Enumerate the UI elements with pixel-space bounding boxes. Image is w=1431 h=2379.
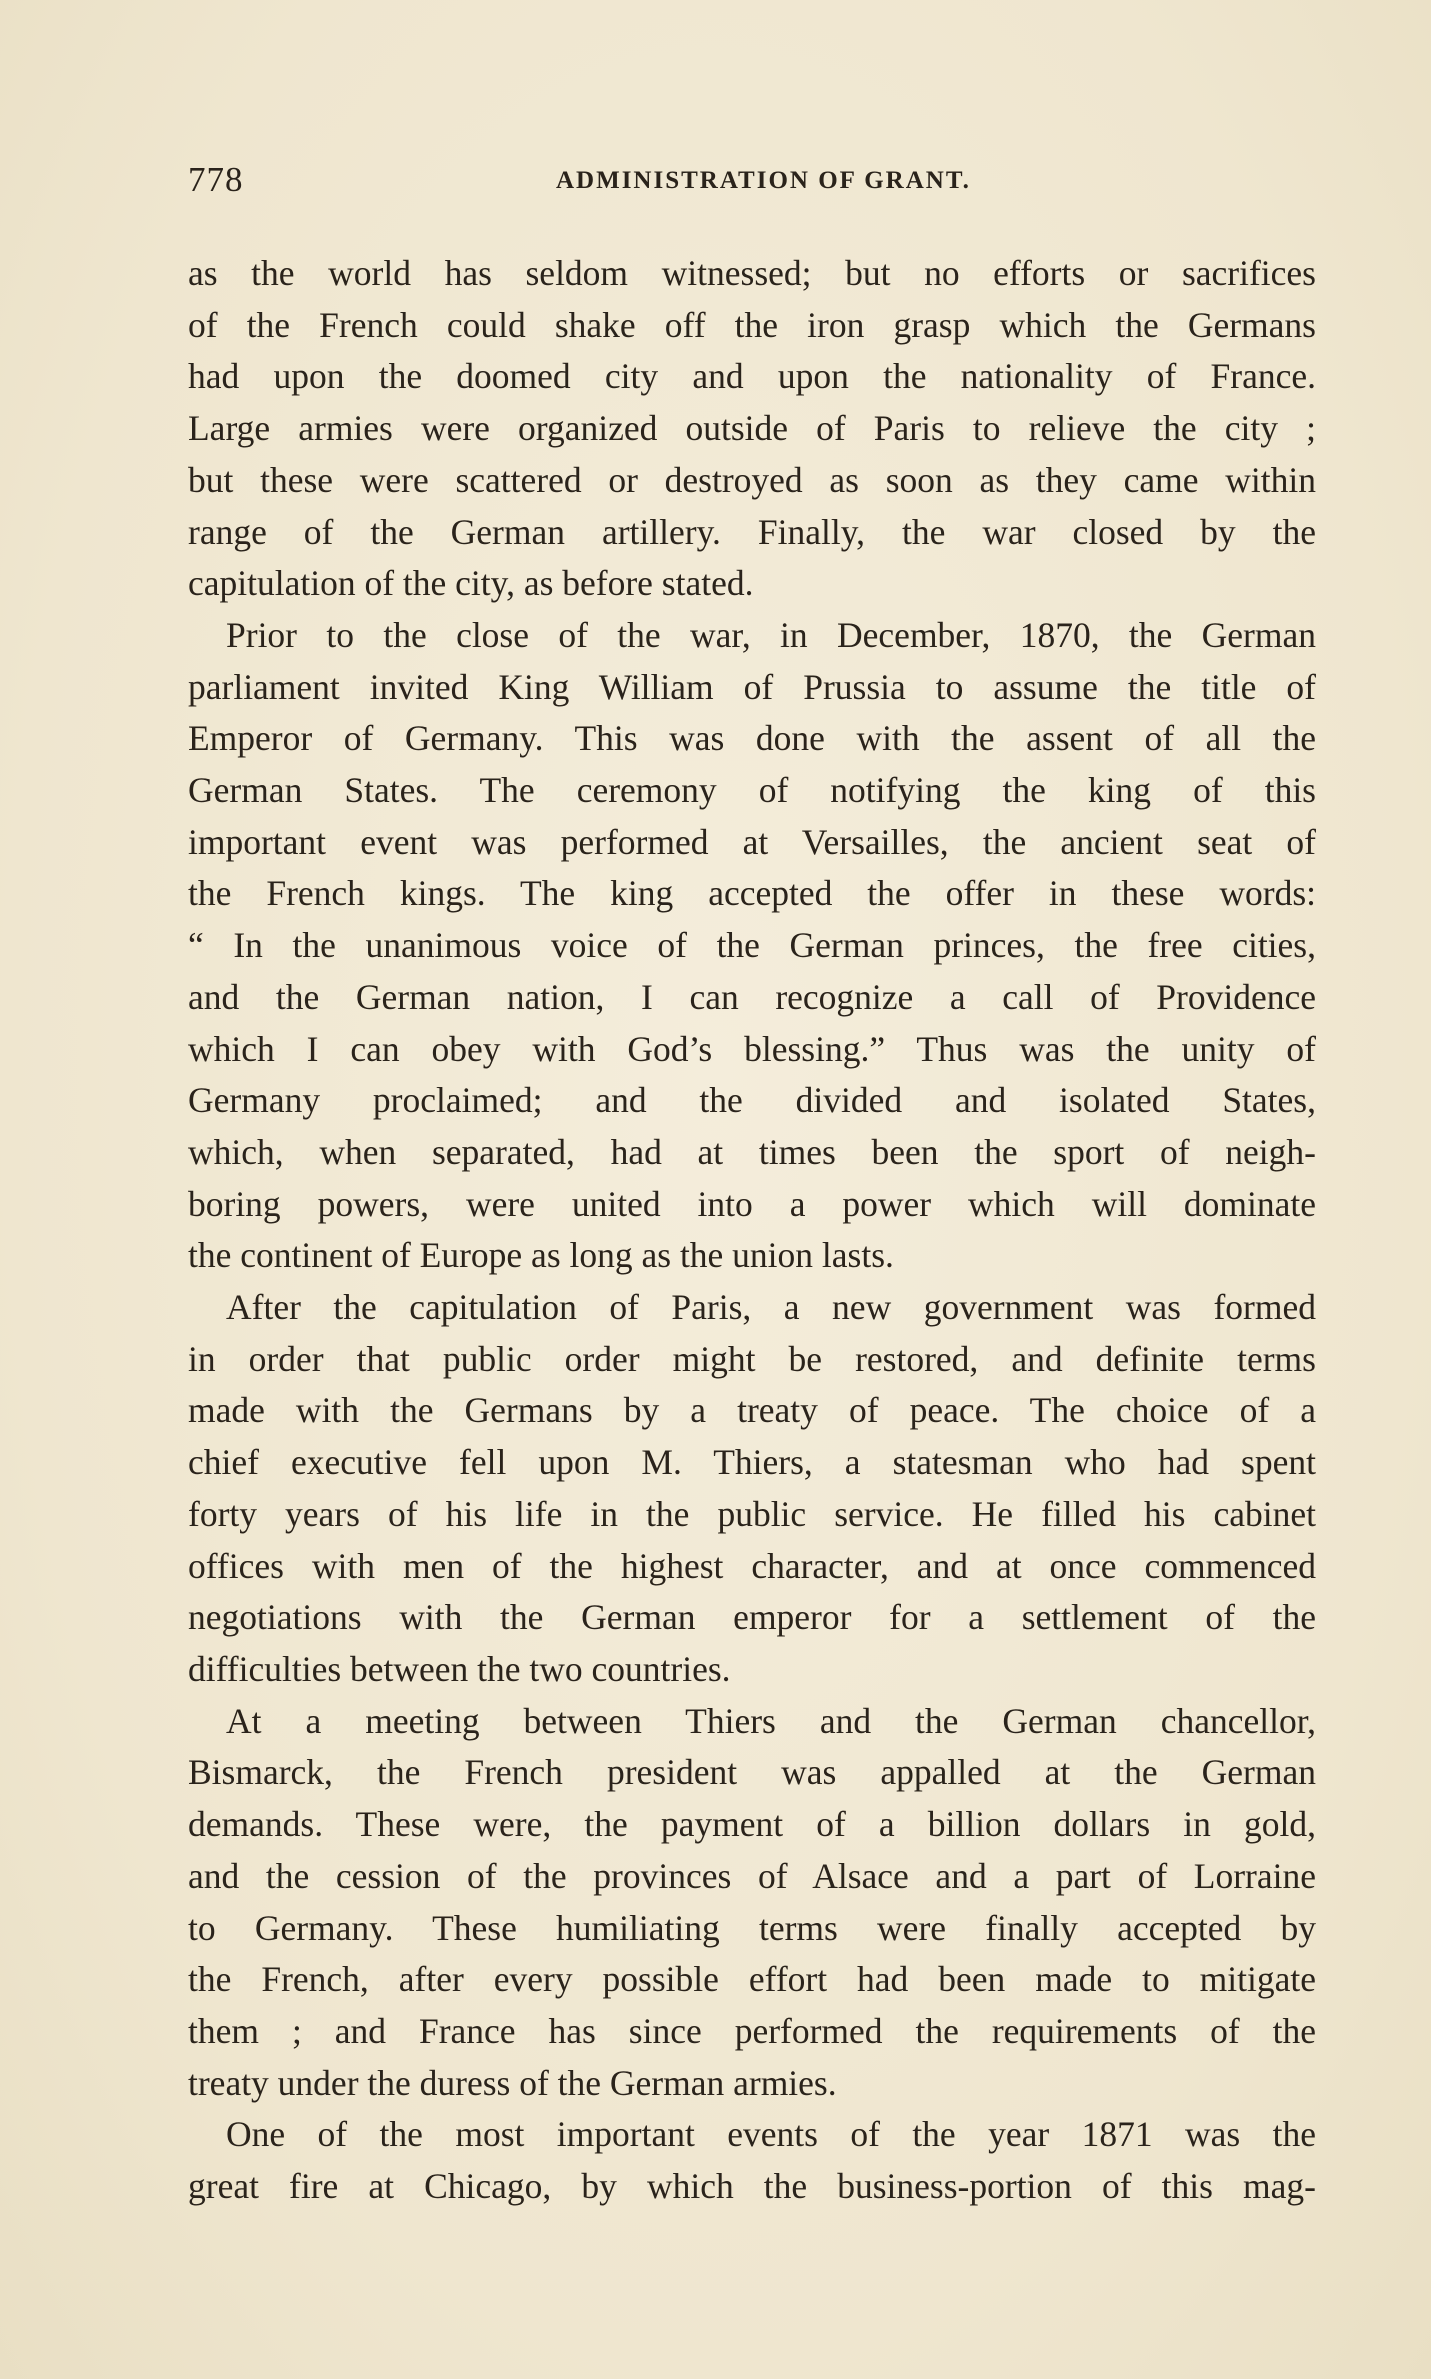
text-line: parliament invited King William of Prussia to assume the title of bbox=[188, 666, 1316, 707]
text-line: but these were scattered or destroyed as soon as they came within bbox=[188, 459, 1316, 500]
text-line: capitulation of the city, as before stated. bbox=[188, 563, 754, 604]
page-header bbox=[188, 160, 1316, 204]
text-line: treaty under the duress of the German armies. bbox=[188, 2062, 837, 2103]
text-line: “ In the unanimous voice of the German princes, the free cities, bbox=[188, 925, 1316, 966]
text-line: offices with men of the highest character, and at once commenced bbox=[188, 1545, 1316, 1586]
paragraph-start-line: Prior to the close of the war, in December, 1870, the German bbox=[226, 614, 1316, 655]
text-line: chief executive fell upon M. Thiers, a statesman who had spent bbox=[188, 1442, 1316, 1483]
text-line: which, when separated, had at times been the sport of neigh- bbox=[188, 1131, 1316, 1172]
text-line: which I can obey with God’s blessing.” Thus was the unity of bbox=[188, 1028, 1316, 1069]
text-line: the French kings. The king accepted the offer in these words: bbox=[188, 873, 1316, 914]
text-line: and the German nation, I can recognize a call of Providence bbox=[188, 976, 1316, 1017]
text-line: them ; and France has since performed the requirements of the bbox=[188, 2010, 1316, 2051]
text-line: Emperor of Germany. This was done with the assent of all the bbox=[188, 718, 1316, 759]
text-line: boring powers, were united into a power which will dominate bbox=[188, 1183, 1316, 1224]
paragraph-start-line: After the capitulation of Paris, a new government was formed bbox=[226, 1287, 1316, 1328]
text-line: negotiations with the German emperor for a settlement of the bbox=[188, 1597, 1316, 1638]
text-line: made with the Germans by a treaty of peace. The choice of a bbox=[188, 1390, 1316, 1431]
paragraph-start-line: At a meeting between Thiers and the German chancellor, bbox=[226, 1700, 1316, 1741]
text-line: German States. The ceremony of notifying the king of this bbox=[188, 770, 1316, 811]
text-line: great fire at Chicago, by which the business-portion of this mag- bbox=[188, 2166, 1316, 2207]
text-line: the French, after every possible effort had been made to mitigate bbox=[188, 1959, 1316, 2000]
body-text bbox=[188, 248, 1316, 2213]
text-line: to Germany. These humiliating terms were finally accepted by bbox=[188, 1907, 1316, 1948]
text-line: important event was performed at Versailles, the ancient seat of bbox=[188, 821, 1316, 862]
running-head: ADMINISTRATION OF GRANT. bbox=[556, 167, 971, 194]
paragraph-start-line: One of the most important events of the year 1871 was the bbox=[226, 2114, 1316, 2155]
text-line: and the cession of the provinces of Alsace and a part of Lorraine bbox=[188, 1855, 1316, 1896]
text-line: demands. These were, the payment of a billion dollars in gold, bbox=[188, 1804, 1316, 1845]
text-line: range of the German artillery. Finally, the war closed by the bbox=[188, 511, 1316, 552]
text-line: forty years of his life in the public service. He filled his cabinet bbox=[188, 1493, 1316, 1534]
text-line: had upon the doomed city and upon the nationality of France. bbox=[188, 356, 1316, 397]
text-line: Bismarck, the French president was appalled at the German bbox=[188, 1752, 1316, 1793]
text-line: as the world has seldom witnessed; but no efforts or sacrifices bbox=[188, 253, 1316, 293]
text-line: Germany proclaimed; and the divided and isolated States, bbox=[188, 1080, 1316, 1121]
text-line: Large armies were organized outside of Paris to relieve the city ; bbox=[188, 408, 1316, 449]
text-line: the continent of Europe as long as the union lasts. bbox=[188, 1235, 894, 1276]
page-number: 778 bbox=[188, 160, 244, 199]
text-line: of the French could shake off the iron grasp which the Germans bbox=[188, 304, 1316, 345]
text-line: difficulties between the two countries. bbox=[188, 1648, 731, 1689]
text-line: in order that public order might be restored, and definite terms bbox=[188, 1338, 1316, 1379]
